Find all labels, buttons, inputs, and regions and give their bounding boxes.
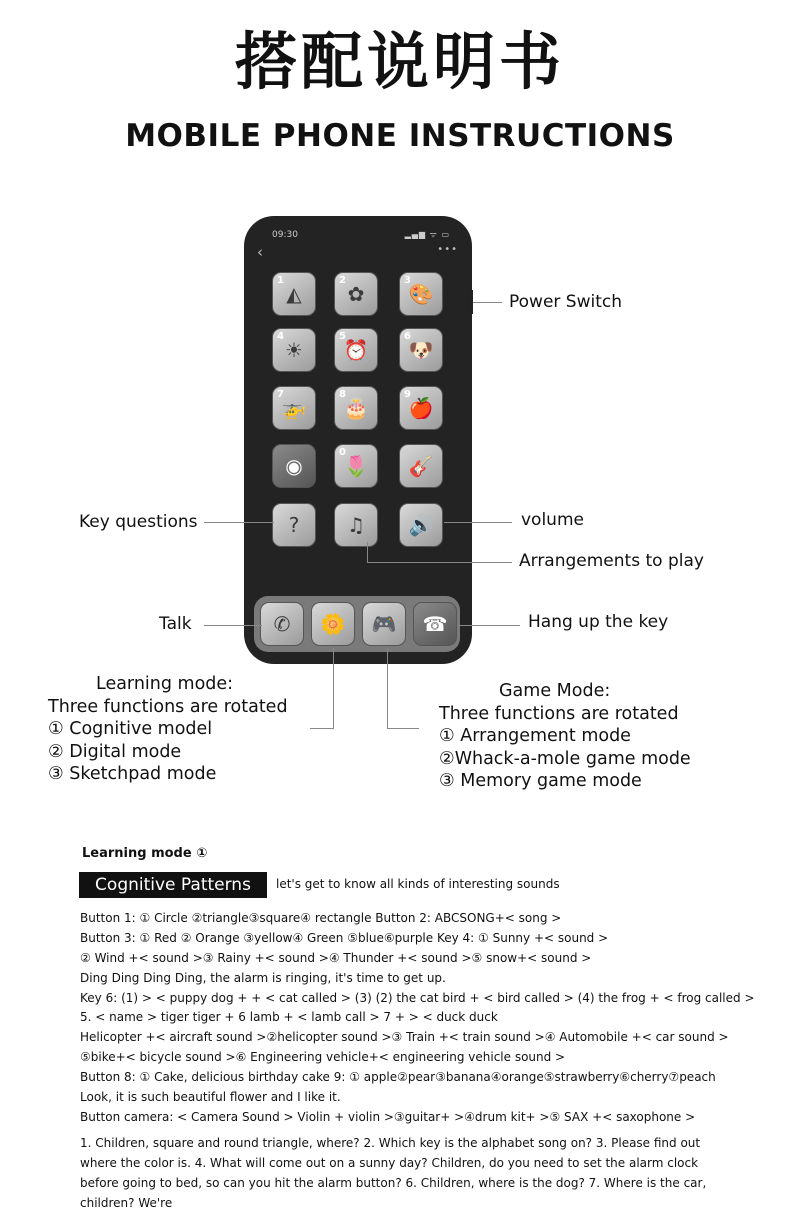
game-vline [387,648,388,728]
app-key-2 [334,272,378,316]
app-key-icon: ? [288,513,300,537]
app-key-number: 6 [404,331,411,342]
app-key-number: 5 [339,331,346,342]
body-line: ⑤bike+< bicycle sound >⑥ Engineering vehicle+< engineering vehicle sound > [80,1050,566,1065]
body-line: ② Wind +< sound >③ Rainy +< sound >④ Thunder +< sound >⑤ snow+< sound > [80,950,592,965]
learning-mode-item: ③ Sketchpad mode [48,764,217,784]
app-key-icon: ☀ [285,338,303,362]
learning-mode-item: ② Digital mode [48,741,182,762]
game-mode-item: ① Arrangement mode [439,726,631,746]
app-key-1 [272,272,316,316]
app-key-number: 8 [339,389,346,400]
app-key-icon: 🌷 [343,454,369,478]
cognitive-patterns-desc: let's get to know all kinds of interesting sounds [276,877,560,891]
game-mode-block [439,680,691,793]
hang-up-icon: ☎ [422,612,448,636]
game-hline [387,728,419,729]
cognitive-patterns-box: Cognitive Patterns [79,872,267,898]
app-key-3 [399,272,443,316]
app-key-5 [334,328,378,372]
game-mode-item: ③ Memory game mode [439,771,642,791]
app-key-number: 1 [277,275,284,286]
app-key-14 [334,503,378,547]
key-questions-label: Key questions [79,512,198,532]
app-key-icon: ⏰ [343,338,369,362]
app-key-number: 0 [339,447,346,458]
app-key-icon: ✿ [347,282,365,306]
phone-illustration [244,216,472,664]
body-line: Helicopter +< aircraft sound >②helicopter sound >③ Train +< train sound >④ Automobile +< car sound > [80,1030,729,1045]
arrangements-vline [367,542,368,562]
app-key-number: 2 [339,275,346,286]
phone-dock [254,596,460,652]
game-mode-item: ②Whack-a-mole game mode [439,748,691,769]
learning-mode-item: ① Cognitive model [48,719,213,739]
learning-mode-block [48,673,288,786]
body-line: Look, it is such beautiful flower and I like it. [80,1090,341,1105]
arrangements-line [367,562,512,563]
arrangements-label: Arrangements to play [519,551,704,571]
talk-line [204,625,262,626]
app-key-15 [399,503,443,547]
app-key-icon: 🍎 [408,396,434,420]
body-line: 5. < name > tiger tiger + 6 lamb + < lamb call > 7 + > < duck duck [80,1010,498,1025]
power-switch-knob [469,290,473,314]
game-mode-button [362,602,406,646]
app-key-icon: ♫ [347,513,365,537]
app-key-6 [399,328,443,372]
talk-label: Talk [159,614,192,634]
app-key-icon: 🔊 [408,513,434,537]
body-line: Key 6: (1) > < puppy dog + + < cat called > (3) (2) the cat bird + < bird called > (4) the frog + < frog called > [80,990,755,1005]
hang-up-button [413,602,457,646]
app-key-icon: 🎸 [408,454,434,478]
app-key-13 [272,503,316,547]
hang-up-line [458,625,520,626]
app-key-icon: 🎂 [343,396,369,420]
more-icon: ••• [437,244,458,255]
app-key-8 [334,386,378,430]
hang-up-label: Hang up the key [528,612,669,632]
back-icon: ‹ [257,243,263,261]
app-key-icon: 🐶 [408,338,434,362]
body-line: Ding Ding Ding Ding, the alarm is ringing, it's time to get up. [80,970,446,985]
body-line: Button camera: < Camera Sound > Violin + violin >③guitar+ >④drum kit+ >⑤ SAX +< saxophone > [80,1109,696,1124]
talk-button [260,602,304,646]
body-line: Button 8: ① Cake, delicious birthday cake 9: ① apple②pear③banana④orange⑤strawberry⑥cherry⑦peach [80,1070,716,1085]
app-key-9 [399,386,443,430]
app-key-number: 9 [404,389,411,400]
volume-label: volume [521,510,584,530]
key-questions-line [204,522,274,523]
questions-paragraph: 1. Children, square and round triangle, where? 2. Which key is the alphabet song on? 3. Please find out where the color is. 4. What will come out on a sunny day? Children, do you need to set the alarm clock before going to bed, so can you hit the alarm button? 6. Children, where is the dog? 7. Where is the car, children? We're [80,1136,707,1210]
chinese-title: 搭配说明书 [234,25,565,98]
flower-pot-icon: 🌼 [320,612,346,636]
phone-call-icon: ✆ [273,612,291,636]
learning-hline [310,728,334,729]
app-key-12 [399,444,443,488]
app-key-icon: ◉ [285,454,303,478]
gamepad-icon: 🎮 [371,612,397,636]
app-key-number: 7 [277,389,284,400]
body-text [80,909,780,1128]
status-icons: ▂▄▆ ᯤ ▭ [404,230,450,239]
app-key-icon: 🚁 [281,396,307,420]
app-key-icon: 🎨 [408,282,434,306]
game-mode-subtitle: Three functions are rotated [439,703,679,724]
volume-line [444,522,512,523]
learning-vline [333,648,334,728]
section-heading: Learning mode ① [82,846,208,861]
learning-mode-title: Learning mode: [96,674,234,694]
body-line: Button 3: ① Red ② Orange ③yellow④ Green ⑤blue⑥purple Key 4: ① Sunny +< sound > [80,930,609,945]
app-key-number: 3 [404,275,411,286]
power-switch-label: Power Switch [509,292,623,312]
learning-mode-subtitle: Three functions are rotated [48,696,288,717]
app-key-7 [272,386,316,430]
app-key-icon: ◭ [286,282,302,306]
status-time: 09:30 [272,230,298,240]
english-title: MOBILE PHONE INSTRUCTIONS [125,118,675,154]
game-mode-title: Game Mode: [499,681,611,701]
app-key-4 [272,328,316,372]
power-switch-line [472,302,502,303]
learning-mode-button [311,602,355,646]
app-key-number: 4 [277,331,284,342]
app-key-11 [334,444,378,488]
body-line: Button 1: ① Circle ②triangle③square④ rectangle Button 2: ABCSONG+< song > [80,911,562,925]
app-key-10 [272,444,316,488]
